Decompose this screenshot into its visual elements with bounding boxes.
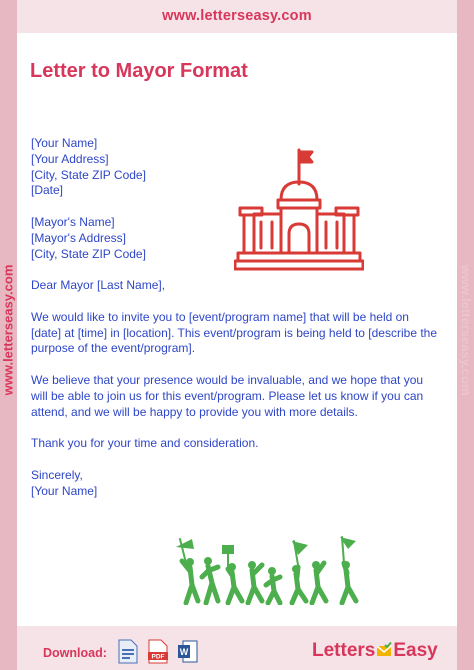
salutation-text: Dear Mayor [Last Name], <box>31 278 166 293</box>
site-url[interactable]: www.letterseasy.com <box>162 8 312 24</box>
page-title: Letter to Mayor Format <box>30 60 248 82</box>
svg-text:W: W <box>179 647 189 657</box>
paragraph <box>31 436 439 452</box>
side-url-right: www.letterseasy.com <box>458 264 474 396</box>
paragraph-text: We would like to invite you to [event/program name] that will be held on [date] at [time] in [location]. This event/program is being held to [describe the purpose of the event/program]. <box>31 309 438 356</box>
recipient-address <box>31 215 439 262</box>
sender-address <box>31 136 439 199</box>
sender-city: [City, State ZIP Code] <box>31 167 146 182</box>
svg-text:PDF: PDF <box>151 653 165 661</box>
paragraph <box>31 373 439 420</box>
paragraph <box>31 310 439 357</box>
recipient-address-line: [Mayor's Address] <box>31 230 126 245</box>
sender-name: [Your Name] <box>31 136 98 150</box>
recipient-city: [City, State ZIP Code] <box>31 246 146 261</box>
closing <box>31 468 439 500</box>
envelope-check-icon <box>376 642 392 658</box>
brand-part1: Letters <box>312 640 376 661</box>
side-url-left: www.letterseasy.com <box>0 264 16 396</box>
letter-date: [Date] <box>31 183 64 198</box>
salutation <box>31 278 439 294</box>
word-icon[interactable] <box>178 639 198 664</box>
recipient-name: [Mayor's Name] <box>31 214 115 229</box>
closing-text: Sincerely, <box>31 467 83 482</box>
marching-crowd-illustration <box>172 535 368 605</box>
brand-part2: Easy <box>393 640 438 661</box>
sender-address-line: [Your Address] <box>31 151 109 166</box>
paragraph-text: Thank you for your time and consideration. <box>31 436 259 451</box>
download-label: Download: <box>43 646 107 660</box>
letter-body <box>31 136 439 515</box>
pdf-icon[interactable] <box>148 639 168 664</box>
paragraph-text: We believe that your presence would be invaluable, and we hope that you will be able to join us for this event/program. Please let us know if you can attend, and we will be happy to provide you with more details. <box>31 372 424 419</box>
signature: [Your Name] <box>31 483 98 498</box>
brand-logo <box>312 640 438 662</box>
google-docs-icon[interactable] <box>118 639 138 664</box>
